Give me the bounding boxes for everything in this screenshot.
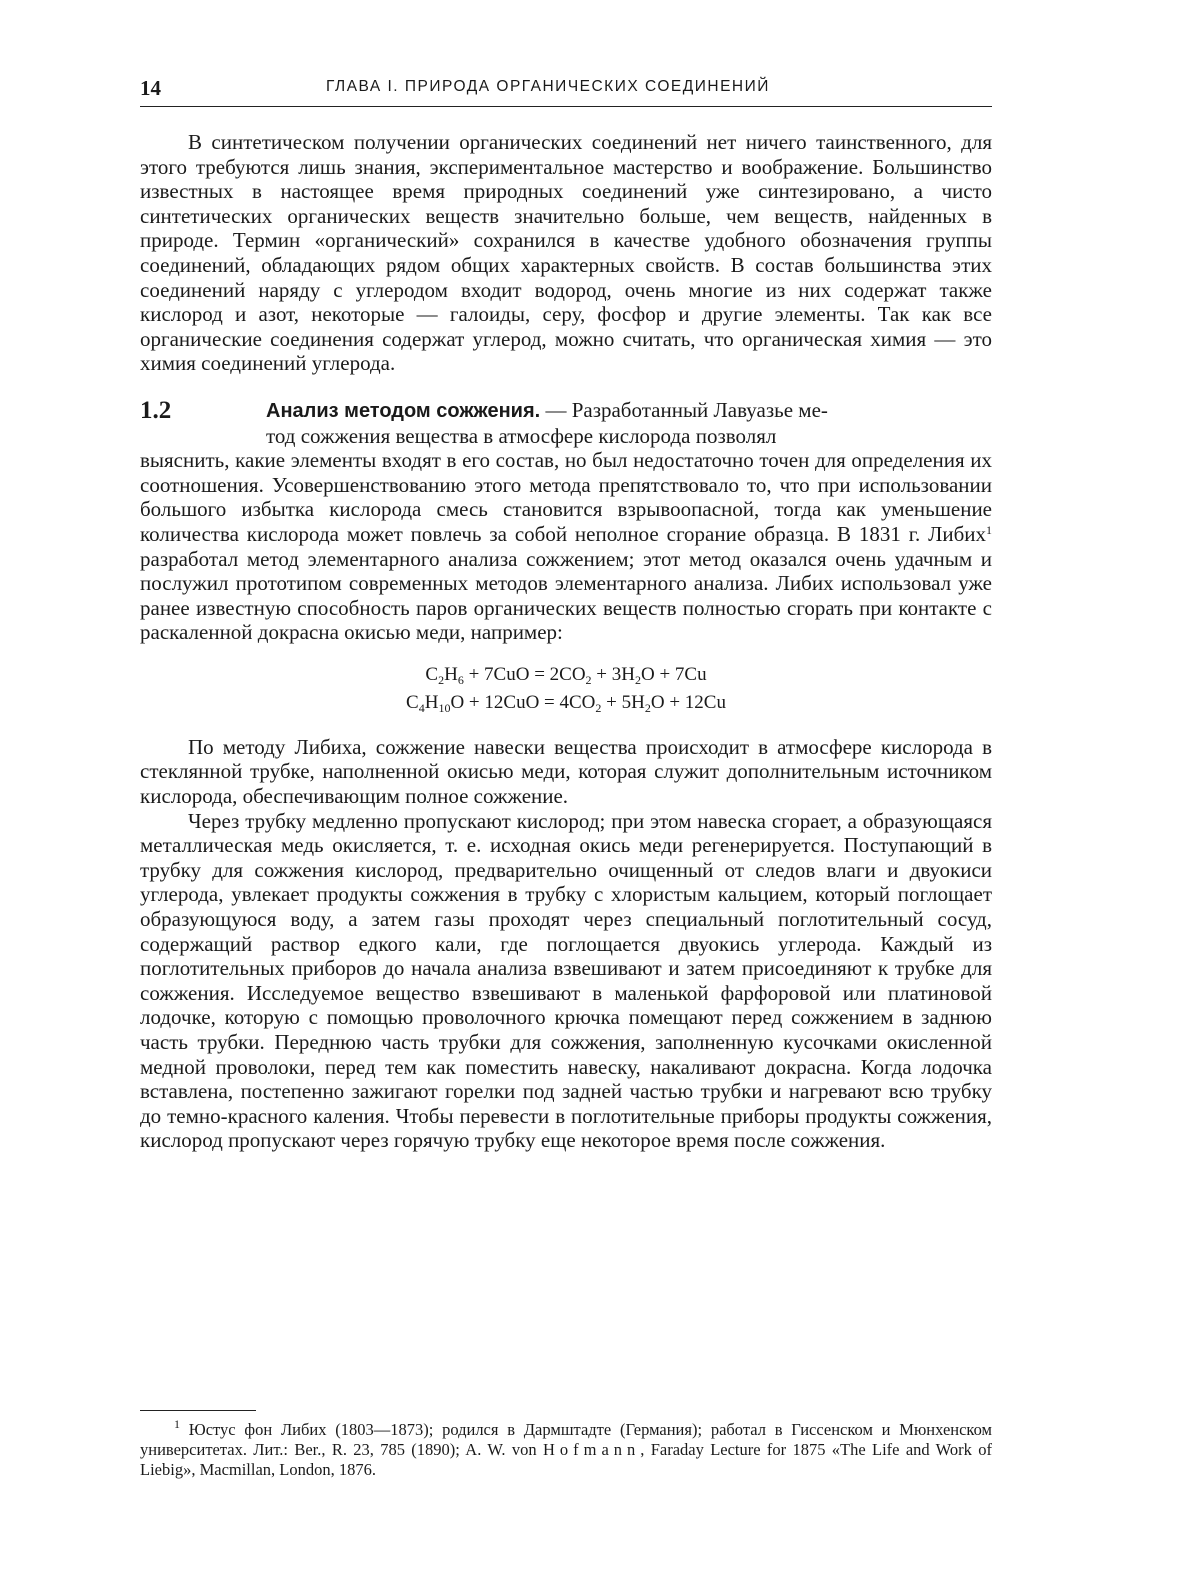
footnote-divider [140,1410,256,1411]
intro-paragraph: В синтетическом получении органических соединений нет ничего таинственного, для этого требуются лишь знания, экспериментальное мастерство и воображение. Большинство известных в настоящее время природных соединений уже синтезировано, а чисто синтетических органических веществ значительно больше, чем веществ, найденных в природе. Термин «органический» сохранился в качестве удобного обозначения группы соединений, обладающих рядом общих характерных свойств. В состав большинства этих соединений наряду с углеродом входит водород, очень многие из них содержат также кислород и азот, некоторые — галоиды, серу, фосфор и другие элементы. Так как все органические соединения содержат углерод, можно считать, что органическая химия — это химия соединений углерода. [140,130,992,376]
section-number: 1.2 [140,396,172,424]
section-heading-text: — Разработанный Лавуазье ме- [540,397,828,422]
footnote-text-a: Юстус фон Либих (1803—1873); родился в Дармштадте (Германия); работал в Гиссенском и Мюнхенском университетах. Лит.: Ber., R. 23, 785 (1890); A. W. von [140,1420,992,1459]
section-title: Анализ методом сожжения. [266,399,541,422]
page-number: 14 [140,76,161,100]
equation-2: $C_4H_{10}O + 12CuO = 4CO_2 + 5H_2O + 12Cu$ [406,691,726,715]
section-text-before-footnote: выяснить, какие элементы входят в его состав, но был недостаточно точен для определения их соотношения. Усовершенствованию этого метода препятствовало то, что при использовании большого избытка кислорода смесь становится взрывоопасной, тогда как уменьшение количества кислорода может повлечь за собой неполное сгорание образца. В 1831 г. Либих [140,448,992,546]
section-1-2 [140,398,992,645]
section-text-after-footnote: разработал метод элементарного анализа сожжением; этот метод оказался очень удачным и послужил прототипом современных методов элементарного анализа. Либих использовал уже ранее известную способность паров органических веществ полностью сгорать при контакте с раскаленной докрасна окисью меди, например: [140,546,992,645]
page-body [140,130,992,1153]
footnote-mark: 1 [174,1417,180,1431]
running-head: ГЛАВА I. ПРИРОДА ОРГАНИЧЕСКИХ СОЕДИНЕНИЙ [326,78,770,95]
footnote-text-b: , Faraday Lecture for 1875 «The Life and Work of Liebig», Macmillan, London, 1876. [140,1440,992,1479]
footnote [140,1417,992,1480]
equations-block [140,661,992,717]
paragraph-procedure: Через трубку медленно пропускают кислород; при этом навеска сгорает, а образующаяся металлическая медь окисляется, т. е. исходная окись меди регенерируется. Поступающий в трубку для сожжения кислород, предварительно очищенный от следов влаги и двуокиси углерода, увлекает продукты сожжения в трубку с хлористым кальцием, который поглощает образующуюся воду, а затем газы проходят через специальный поглотительный сосуд, содержащий раствор едкого кали, где поглощается двуокись углерода. Каждый из поглотительных приборов до начала анализа взвешивают и затем присоединяют к трубке для сожжения. Исследуемое вещество взвешивают в маленькой фарфоровой или платиновой лодочке, которую с помощью проволочного крючка помещают перед сожжением в заднюю часть трубки. Переднюю часть трубки для сожжения, заполненную кусочками окисленной медной проволоки, перед тем как поместить навеску, накаливают докрасна. Когда лодочка вставлена, постепенно зажигают горелки под задней частью трубки и нагревают всю трубку до темно-красного каления. Чтобы перевести в поглотительные приборы продукты сожжения, кислород пропускают через горячую трубку еще некоторое время после сожжения. [140,808,992,1153]
section-heading-line [140,398,992,424]
section-first-line: тод сожжения вещества в атмосфере кислорода позволял [266,423,777,448]
section-body [140,448,992,645]
footnote-author-name: Hofmann [542,1440,641,1459]
page-header [140,72,992,107]
paragraph-liebig-method: По методу Либиха, сожжение навески вещества происходит в атмосфере кислорода в стеклянной трубке, наполненной окисью меди, которая служит дополнительным источником кислорода, обеспечивающим полное сожжение. [140,734,992,809]
footnote-reference: 1 [986,522,992,537]
equation-1: $C_2H_6 + 7CuO = 2CO_2 + 3H_2O + 7Cu$ [425,663,707,687]
